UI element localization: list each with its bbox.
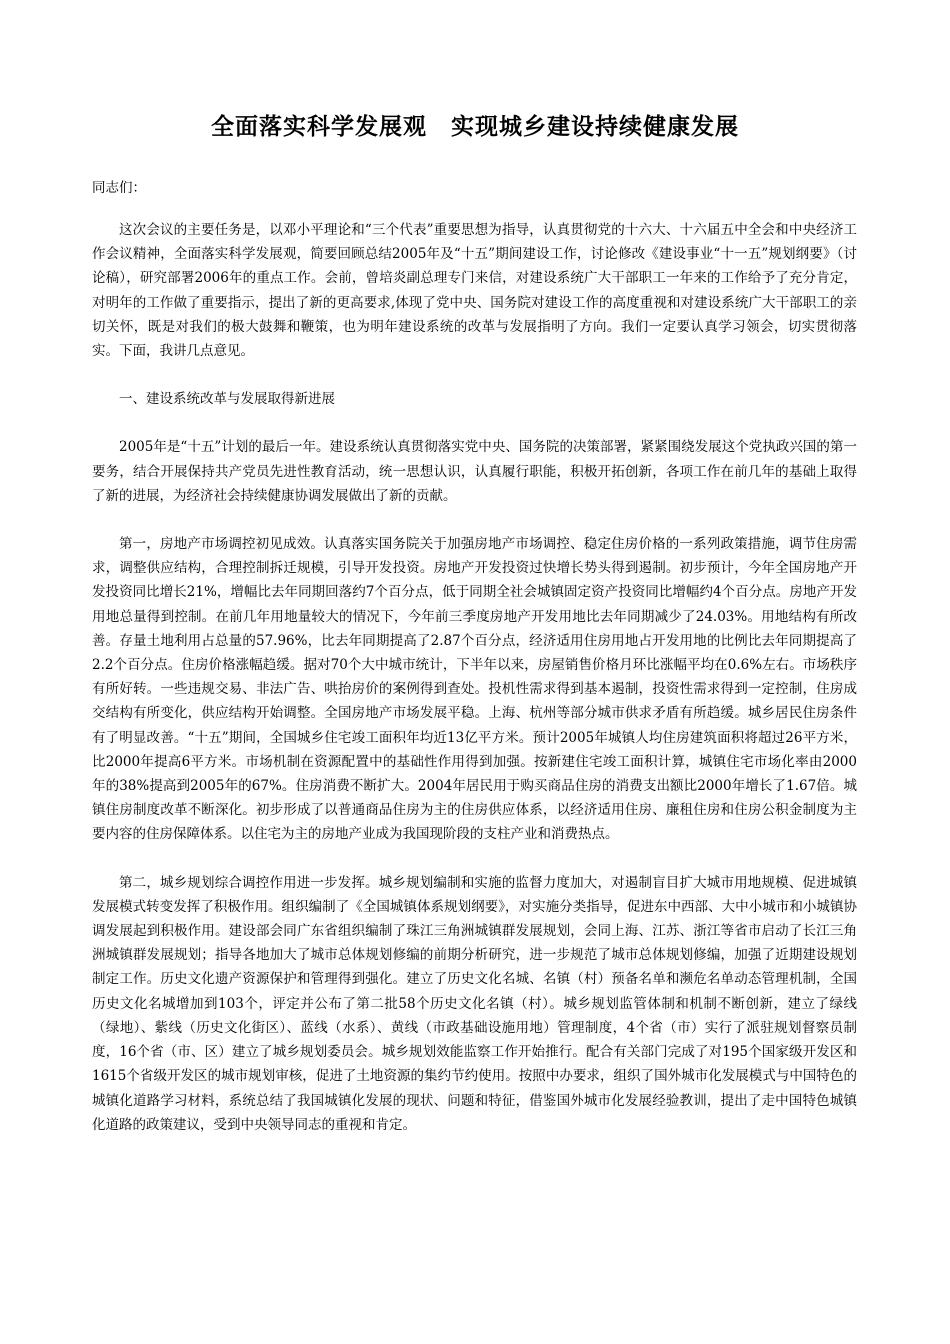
document-title: 全面落实科学发展观 实现城乡建设持续健康发展	[211, 114, 739, 140]
paragraph-overview: 2005年是“十五”计划的最后一年。建设系统认真贯彻落实党中央、国务院的决策部署，紧紧围绕发展这个党执政兴国的第一要务，结合开展保持共产党员先进性教育活动，统一思想认识，认真履行职能，积极开拓创新，各项工作在前几年的基础上取得了新的进展，为经济社会持续健康协调发展做出了新的贡献。	[92, 439, 857, 504]
paragraph-real-estate: 第一，房地产市场调控初见成效。认真落实国务院关于加强房地产市场调控、稳定住房价格的一系列政策措施，调节住房需求，调整供应结构，合理控制拆迁规模，引导开发投资。房地产开发投资过快增长势头得到遏制。初步预计，今年全国房地产开发投资同比增长21%，增幅比去年同期回落约7个百分点，低于同期全社会城镇固定资产投资同比增幅约4个百分点。房地产开发用地总量得到控制。在前几年用地量较大的情况下，今年前三季度房地产开发用地比去年同期减少了24.03%。用地结构有所改善。存量土地利用占总量的57.96%，比去年同期提高了2.87个百分点，经济适用住房用地占开发用地的比例比去年同期提高了2.2个百分点。住房价格涨幅趋缓。据对70个大中城市统计，下半年以来，房屋销售价格月环比涨幅平均在0.6%左右。市场秩序有所好转。一些违规交易、非法广告、哄抬房价的案例得到查处。投机性需求得到基本遏制，投资性需求得到一定控制，住房成交结构有所变化，供应结构开始调整。全国房地产市场发展平稳。上海、杭州等部分城市供求矛盾有所趋缓。城乡居民住房条件有了明显改善。“十五”期间，全国城乡住宅竣工面积年均近13亿平方米。预计2005年城镇人均住房建筑面积将超过26平方米，比2000年提高6平方米。市场机制在资源配置中的基础性作用得到加强。按新建住宅竣工面积计算，城镇住宅市场化率由2000年的38%提高到2005年的67%。住房消费不断扩大。2004年居民用于购买商品住房的消费支出额比2000年增长了1.67倍。城镇住房制度改革不断深化。初步形成了以普通商品住房为主的住房供应体系，以经济适用住房、廉租住房和住房公积金制度为主要内容的住房保障体系。以住宅为主的房地产业成为我国现阶段的支柱产业和消费热点。	[92, 536, 857, 843]
paragraph-urban-planning: 第二，城乡规划综合调控作用进一步发挥。城乡规划编制和实施的监督力度加大，对遏制盲目扩大城市用地规模、促进城镇发展模式转变发挥了积极作用。组织编制了《全国城镇体系规划纲要》，对实施分类指导，促进东中西部、大中小城市和小城镇协调发展起到积极作用。建设部会同广东省组织编制了珠江三角洲城镇群发展规划，会同上海、江苏、浙江等省市启动了长江三角洲城镇群发展规划；指导各地加大了城市总体规划修编的前期分析研究，进一步规范了城市总体规划修编，加强了近期建设规划制定工作。历史文化遗产资源保护和管理得到强化。建立了历史文化名城、名镇（村）预备名单和濒危名单动态管理机制，全国历史文化名城增加到103个，评定并公布了第二批58个历史文化名镇（村）。城乡规划监管体制和机制不断创新，建立了绿线（绿地）、紫线（历史文化街区）、蓝线（水系）、黄线（市政基础设施用地）管理制度，4个省（市）实行了派驻规划督察员制度，16个省（市、区）建立了城乡规划委员会。城乡规划效能监察工作开始推行。配合有关部门完成了对195个国家级开发区和1615个省级开发区的城市规划审核，促进了土地资源的集约节约使用。按照中办要求，组织了国外城市化发展模式与中国特色的城镇化道路学习材料，系统总结了我国城镇化发展的现状、问题和特征，借鉴国外城市化发展经验教训，提出了走中国特色城镇化道路的政策建议，受到中央领导同志的重视和肯定。	[92, 874, 857, 1133]
document-body	[92, 218, 857, 1161]
salutation: 同志们：	[92, 180, 146, 196]
paragraph-intro: 这次会议的主要任务是，以邓小平理论和“三个代表”重要思想为指导，认真贯彻党的十六大、十六届五中全会和中央经济工作会议精神，全面落实科学发展观，简要回顾总结2005年及“十五”期间建设工作，讨论修改《建设事业“十一五”规划纲要》（讨论稿），研究部署2006年的重点工作。会前，曾培炎副总理专门来信，对建设系统广大干部职工一年来的工作给予了充分肯定，对明年的工作做了重要指示，提出了新的更高要求,体现了党中央、国务院对建设工作的高度重视和对建设系统广大干部职工的亲切关怀，既是对我们的极大鼓舞和鞭策，也为明年建设系统的改革与发展指明了方向。我们一定要认真学习领会，切实贯彻落实。下面，我讲几点意见。	[92, 222, 857, 360]
section-heading: 一、建设系统改革与发展取得新进展	[119, 391, 335, 408]
